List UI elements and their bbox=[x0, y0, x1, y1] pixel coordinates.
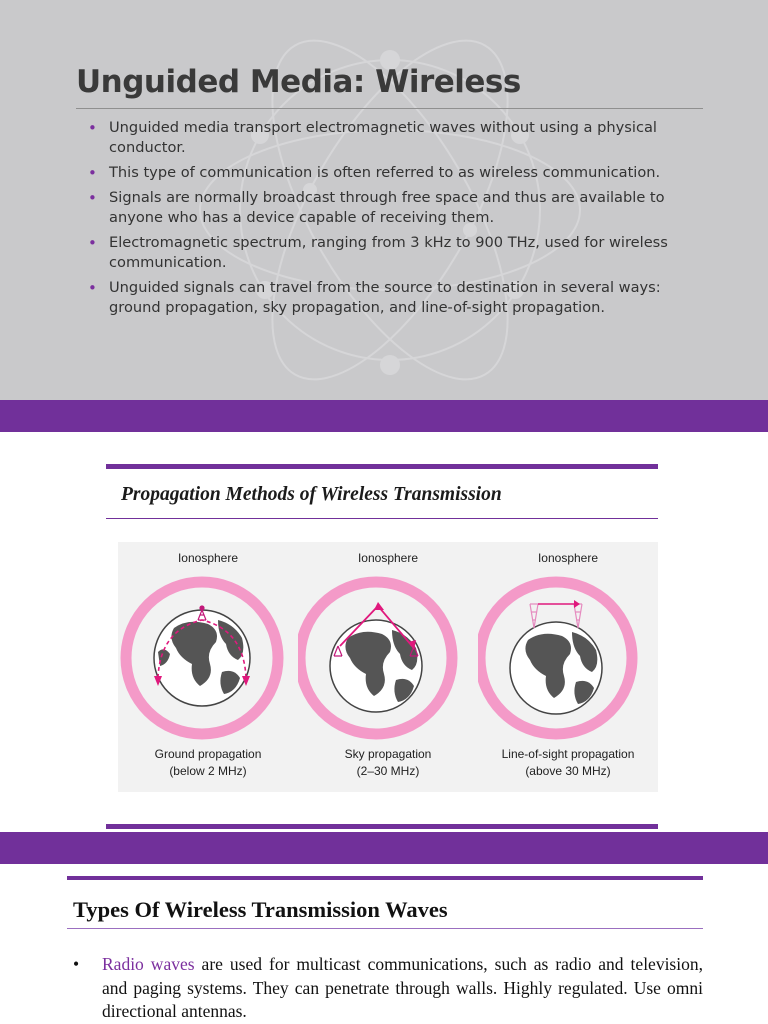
panel-ground-propagation bbox=[118, 542, 298, 792]
bullet-item: • Unguided signals can travel from the source to destination in several ways: ground propagation, sky propagation, and line-of-sight propagation. bbox=[88, 278, 708, 318]
ionosphere-label: Ionosphere bbox=[537, 551, 599, 565]
panel-sky-propagation bbox=[298, 542, 478, 792]
propagation-figure bbox=[118, 542, 658, 792]
ionosphere-label: Ionosphere bbox=[177, 551, 239, 565]
globe-icon bbox=[154, 610, 250, 706]
panel-line-of-sight-propagation bbox=[478, 542, 658, 792]
title-divider bbox=[76, 108, 703, 109]
slide-propagation-methods bbox=[0, 432, 768, 832]
propagation-caption: Line-of-sight propagation bbox=[501, 747, 635, 761]
bullet-item: • Unguided media transport electromagnetic waves without using a physical conductor. bbox=[88, 118, 708, 158]
slide-separator bbox=[0, 832, 768, 864]
frequency-range: (2–30 MHz) bbox=[356, 764, 420, 778]
bullet-item: • Electromagnetic spectrum, ranging from 3 kHz to 900 THz, used for wireless communication. bbox=[88, 233, 708, 273]
ionosphere-label: Ionosphere bbox=[357, 551, 419, 565]
highlighted-term: Radio waves bbox=[102, 954, 195, 974]
bullet-marker: • bbox=[73, 954, 80, 974]
slide-separator bbox=[0, 400, 768, 432]
slide-title: Types Of Wireless Transmission Waves bbox=[73, 897, 448, 922]
globe-icon bbox=[330, 620, 422, 712]
frequency-range: (above 30 MHz) bbox=[525, 764, 611, 778]
bullet-item bbox=[73, 953, 703, 1024]
figure-title: Propagation Methods of Wireless Transmission bbox=[121, 484, 502, 505]
ground-propagation-diagram bbox=[118, 568, 298, 743]
footer-accent-bar bbox=[106, 824, 658, 829]
slide-title: Unguided Media: Wireless bbox=[76, 64, 521, 100]
globe-icon bbox=[510, 622, 602, 714]
slide-wireless-wave-types bbox=[0, 864, 768, 1024]
bullet-list bbox=[88, 118, 708, 323]
sky-propagation-diagram bbox=[298, 568, 478, 743]
line-of-sight-diagram bbox=[478, 568, 658, 743]
header-accent-bar bbox=[106, 464, 658, 469]
header-accent-bar bbox=[67, 876, 703, 880]
slide-unguided-media bbox=[0, 0, 768, 400]
bullet-item: • This type of communication is often referred to as wireless communication. bbox=[88, 163, 708, 183]
bullet-item: • Signals are normally broadcast through free space and thus are available to anyone who has a device capable of receiving them. bbox=[88, 188, 708, 228]
propagation-caption: Ground propagation bbox=[154, 747, 262, 761]
propagation-caption: Sky propagation bbox=[344, 747, 432, 761]
frequency-range: (below 2 MHz) bbox=[169, 764, 247, 778]
title-divider bbox=[106, 518, 658, 519]
title-divider bbox=[67, 928, 703, 929]
bullet-text: are used for multicast communications, such as radio and television, and paging systems. They can penetrate through walls. Highly regulated. Use omni directional antennas. bbox=[102, 954, 703, 1021]
